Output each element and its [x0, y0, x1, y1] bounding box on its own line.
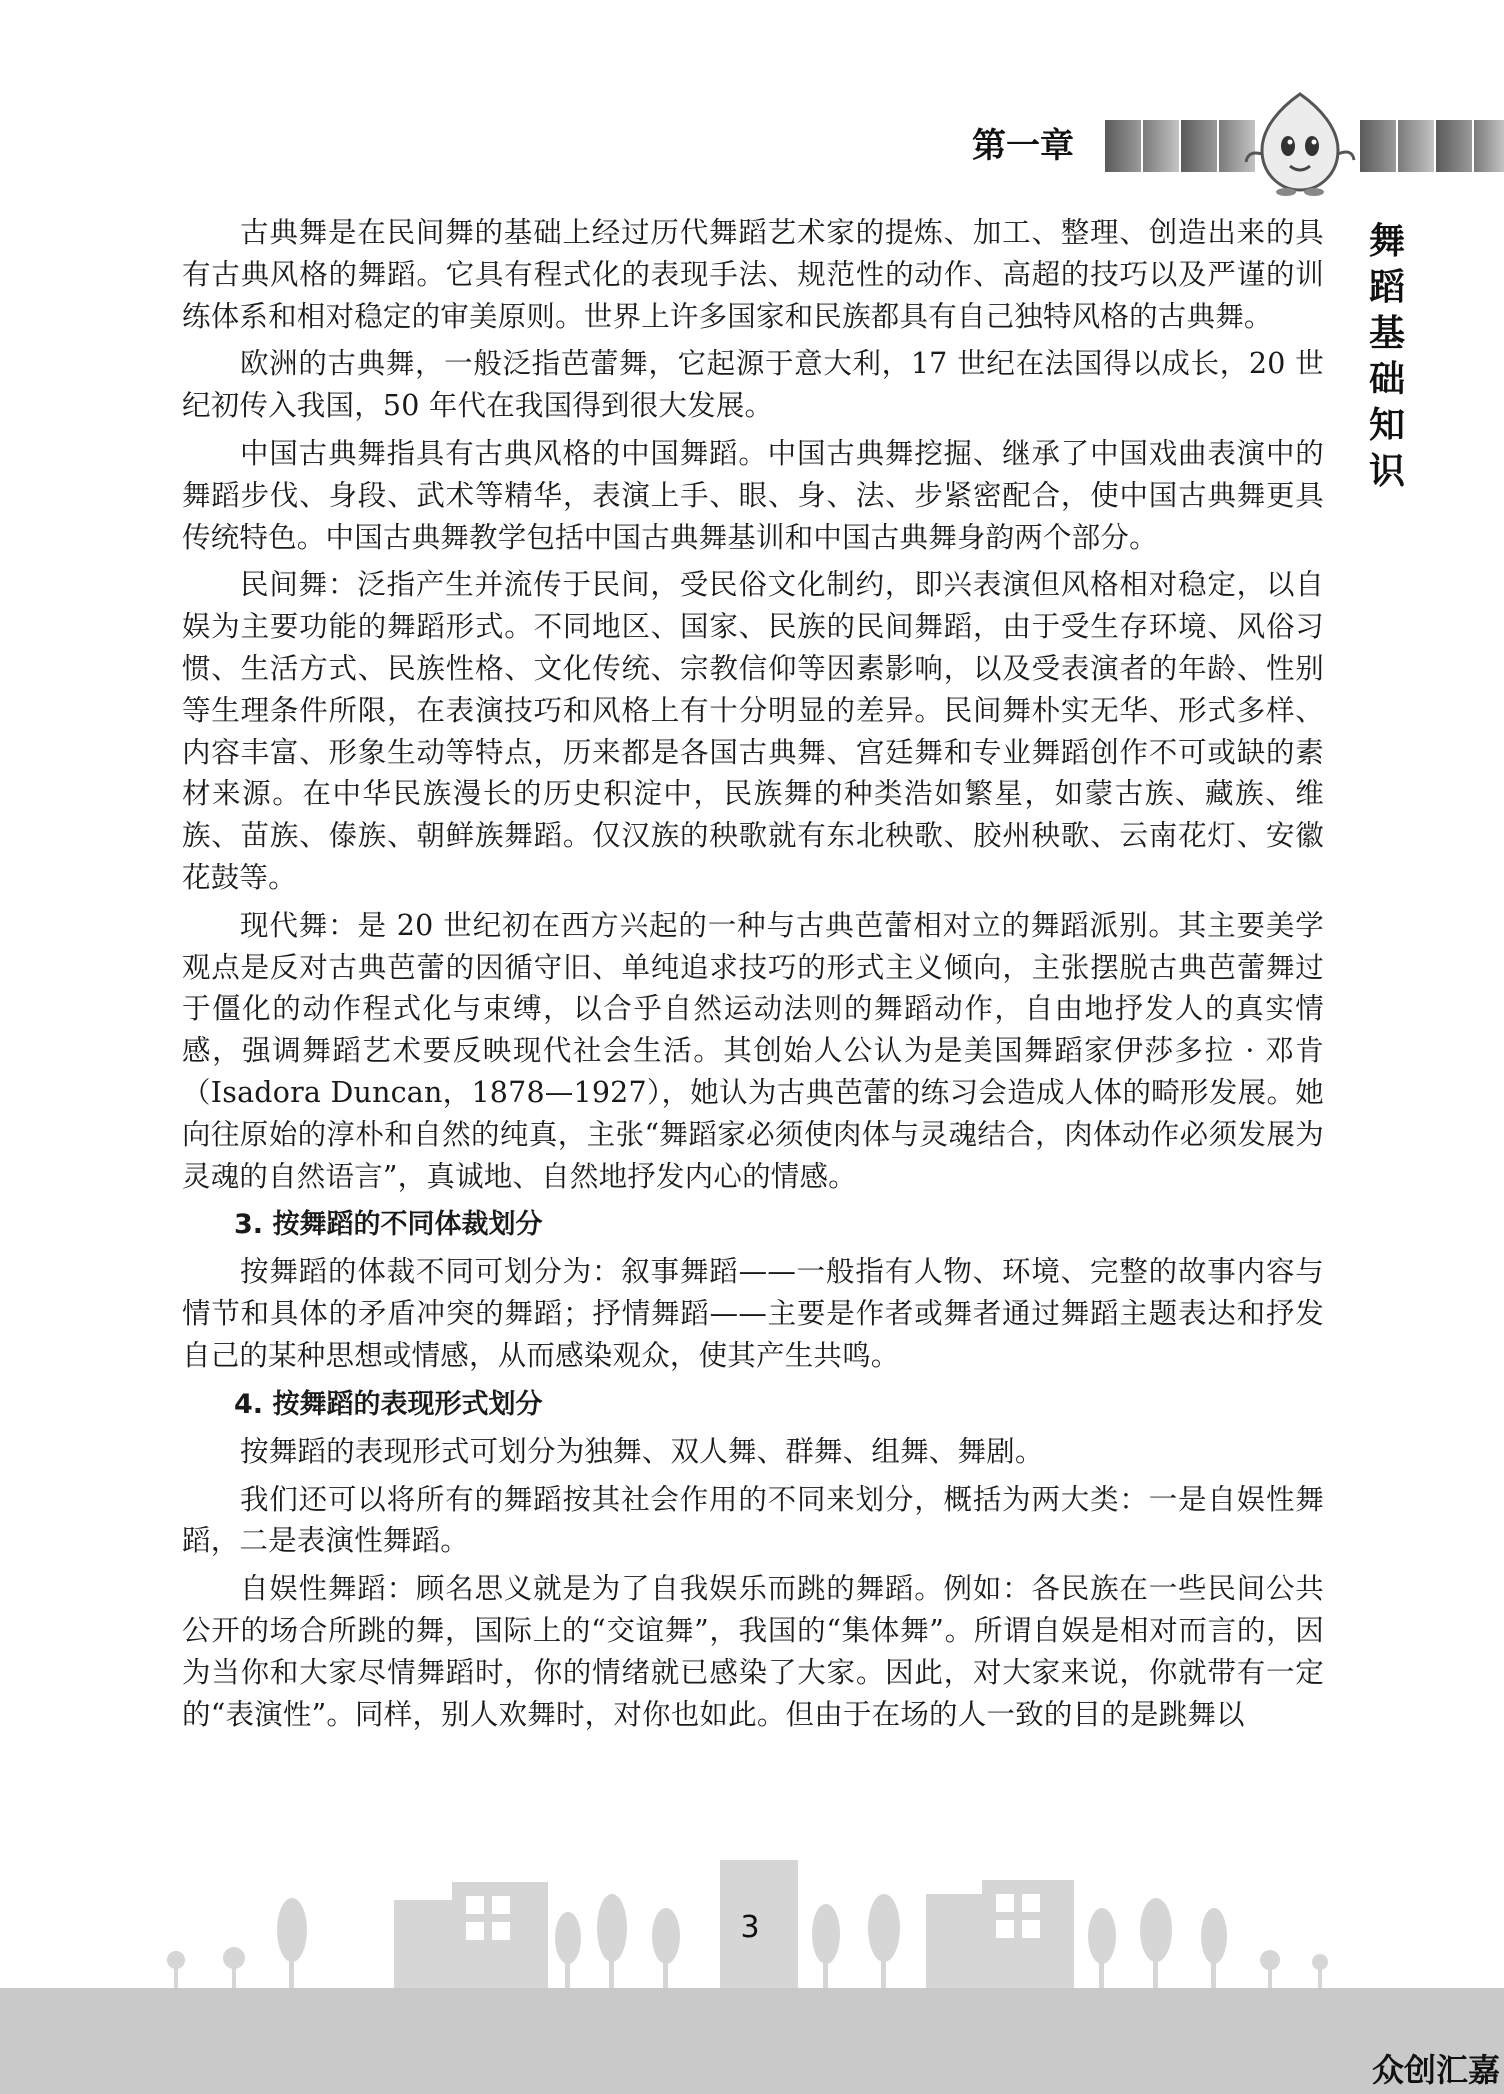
section-heading-form: 4. 按舞蹈的表现形式划分 — [234, 1388, 543, 1420]
paragraph-genre: 按舞蹈的体裁不同可划分为：叙事舞蹈——一般指有人物、环境、完整的故事内容与情节和具体的矛盾冲突的舞蹈；抒情舞蹈——主要是作者或舞者通过舞蹈主题表达和抒发自己的某种思想或情感，从而感染观众，使其产生共鸣。 — [182, 1255, 1324, 1372]
paragraph-forms: 按舞蹈的表现形式可划分为独舞、双人舞、群舞、组舞、舞剧。 — [240, 1434, 1044, 1468]
paragraph-european-ballet: 欧洲的古典舞，一般泛指芭蕾舞，它起源于意大利，17 世纪在法国得以成长，20 世纪初传入我国，50 年代在我国得到很大发展。 — [182, 347, 1324, 423]
side-title-char: 基 — [1368, 312, 1405, 354]
paragraph-social-function: 我们还可以将所有的舞蹈按其社会作用的不同来划分，概括为两大类：一是自娱性舞蹈，二是表演性舞蹈。 — [182, 1482, 1324, 1558]
watermark-logo: 众创汇嘉 — [1371, 2051, 1500, 2089]
footer-city-silhouette — [0, 1860, 1504, 2094]
side-title-char: 舞 — [1368, 220, 1405, 262]
vertical-book-title — [1362, 218, 1412, 494]
paragraph-modern-dance: 现代舞：是 20 世纪初在西方兴起的一种与古典芭蕾相对立的舞蹈派别。其主要美学观点是反对古典芭蕾的因循守旧、单纯追求技巧的形式主义倾向，主张摆脱古典芭蕾舞过于僵化的动作程式化与束缚，以合乎自然运动法则的舞蹈动作，自由地抒发人的真实情感，强调舞蹈艺术要反映现代社会生活。其创始人公认为是美国舞蹈家伊莎多拉 · 邓肯（Isadora Duncan，1878—1927），她认为古典芭蕾的练习会造成人体的畸形发展。她向往原始的淳朴和自然的纯真，主张“舞蹈家必须使肉体与灵魂结合，肉体动作必须发展为灵魂的自然语言”，真诚地、自然地抒发内心的情感。 — [182, 908, 1324, 1193]
droplet-mascot-icon — [1240, 88, 1360, 198]
side-title-char: 础 — [1368, 358, 1405, 400]
paragraph-chinese-classical: 中国古典舞指具有古典风格的中国舞蹈。中国古典舞挖掘、继承了中国戏曲表演中的舞蹈步伐、身段、武术等精华，表演上手、眼、身、法、步紧密配合，使中国古典舞更具传统特色。中国古典舞教学包括中国古典舞基训和中国古典舞身韵两个部分。 — [182, 436, 1324, 554]
chapter-title: 第一章 — [972, 126, 1074, 166]
side-title-char: 蹈 — [1368, 266, 1405, 308]
side-title-char: 识 — [1368, 450, 1405, 492]
paragraph-self-entertainment: 自娱性舞蹈：顾名思义就是为了自我娱乐而跳的舞蹈。例如：各民族在一些民间公共公开的场合所跳的舞，国际上的“交谊舞”，我国的“集体舞”。所谓自娱是相对而言的，因为当你和大家尽情舞蹈时，你的情绪就已感染了大家。因此，对大家来说，你就带有一定的“表演性”。同样，别人欢舞时，对你也如此。但由于在场的人一致的目的是跳舞以 — [182, 1572, 1324, 1731]
page-number: 3 — [740, 1910, 760, 1945]
side-title-char: 知 — [1368, 404, 1405, 446]
paragraph-folk-dance: 民间舞：泛指产生并流传于民间，受民俗文化制约，即兴表演但风格相对稳定，以自娱为主要功能的舞蹈形式。不同地区、国家、民族的民间舞蹈，由于受生存环境、风俗习惯、生活方式、民族性格、文化传统、宗教信仰等因素影响，以及受表演者的年龄、性别等生理条件所限，在表演技巧和风格上有十分明显的差异。民间舞朴实无华、形式多样、内容丰富、形象生动等特点，历来都是各国古典舞、宫廷舞和专业舞蹈创作不可或缺的素材来源。在中华民族漫长的历史积淀中，民族舞的种类浩如繁星，如蒙古族、藏族、维族、苗族、傣族、朝鲜族舞蹈。仅汉族的秧歌就有东北秧歌、胶州秧歌、云南花灯、安徽花鼓等。 — [182, 568, 1324, 894]
page-body — [182, 212, 1324, 1735]
section-heading-genre: 3. 按舞蹈的不同体裁划分 — [234, 1209, 543, 1241]
paragraph-classical-dance: 古典舞是在民间舞的基础上经过历代舞蹈艺术家的提炼、加工、整理、创造出来的具有古典风格的舞蹈。它具有程式化的表现手法、规范性的动作、高超的技巧以及严谨的训练体系和相对稳定的审美原则。世界上许多国家和民族都具有自己独特风格的古典舞。 — [182, 216, 1324, 333]
